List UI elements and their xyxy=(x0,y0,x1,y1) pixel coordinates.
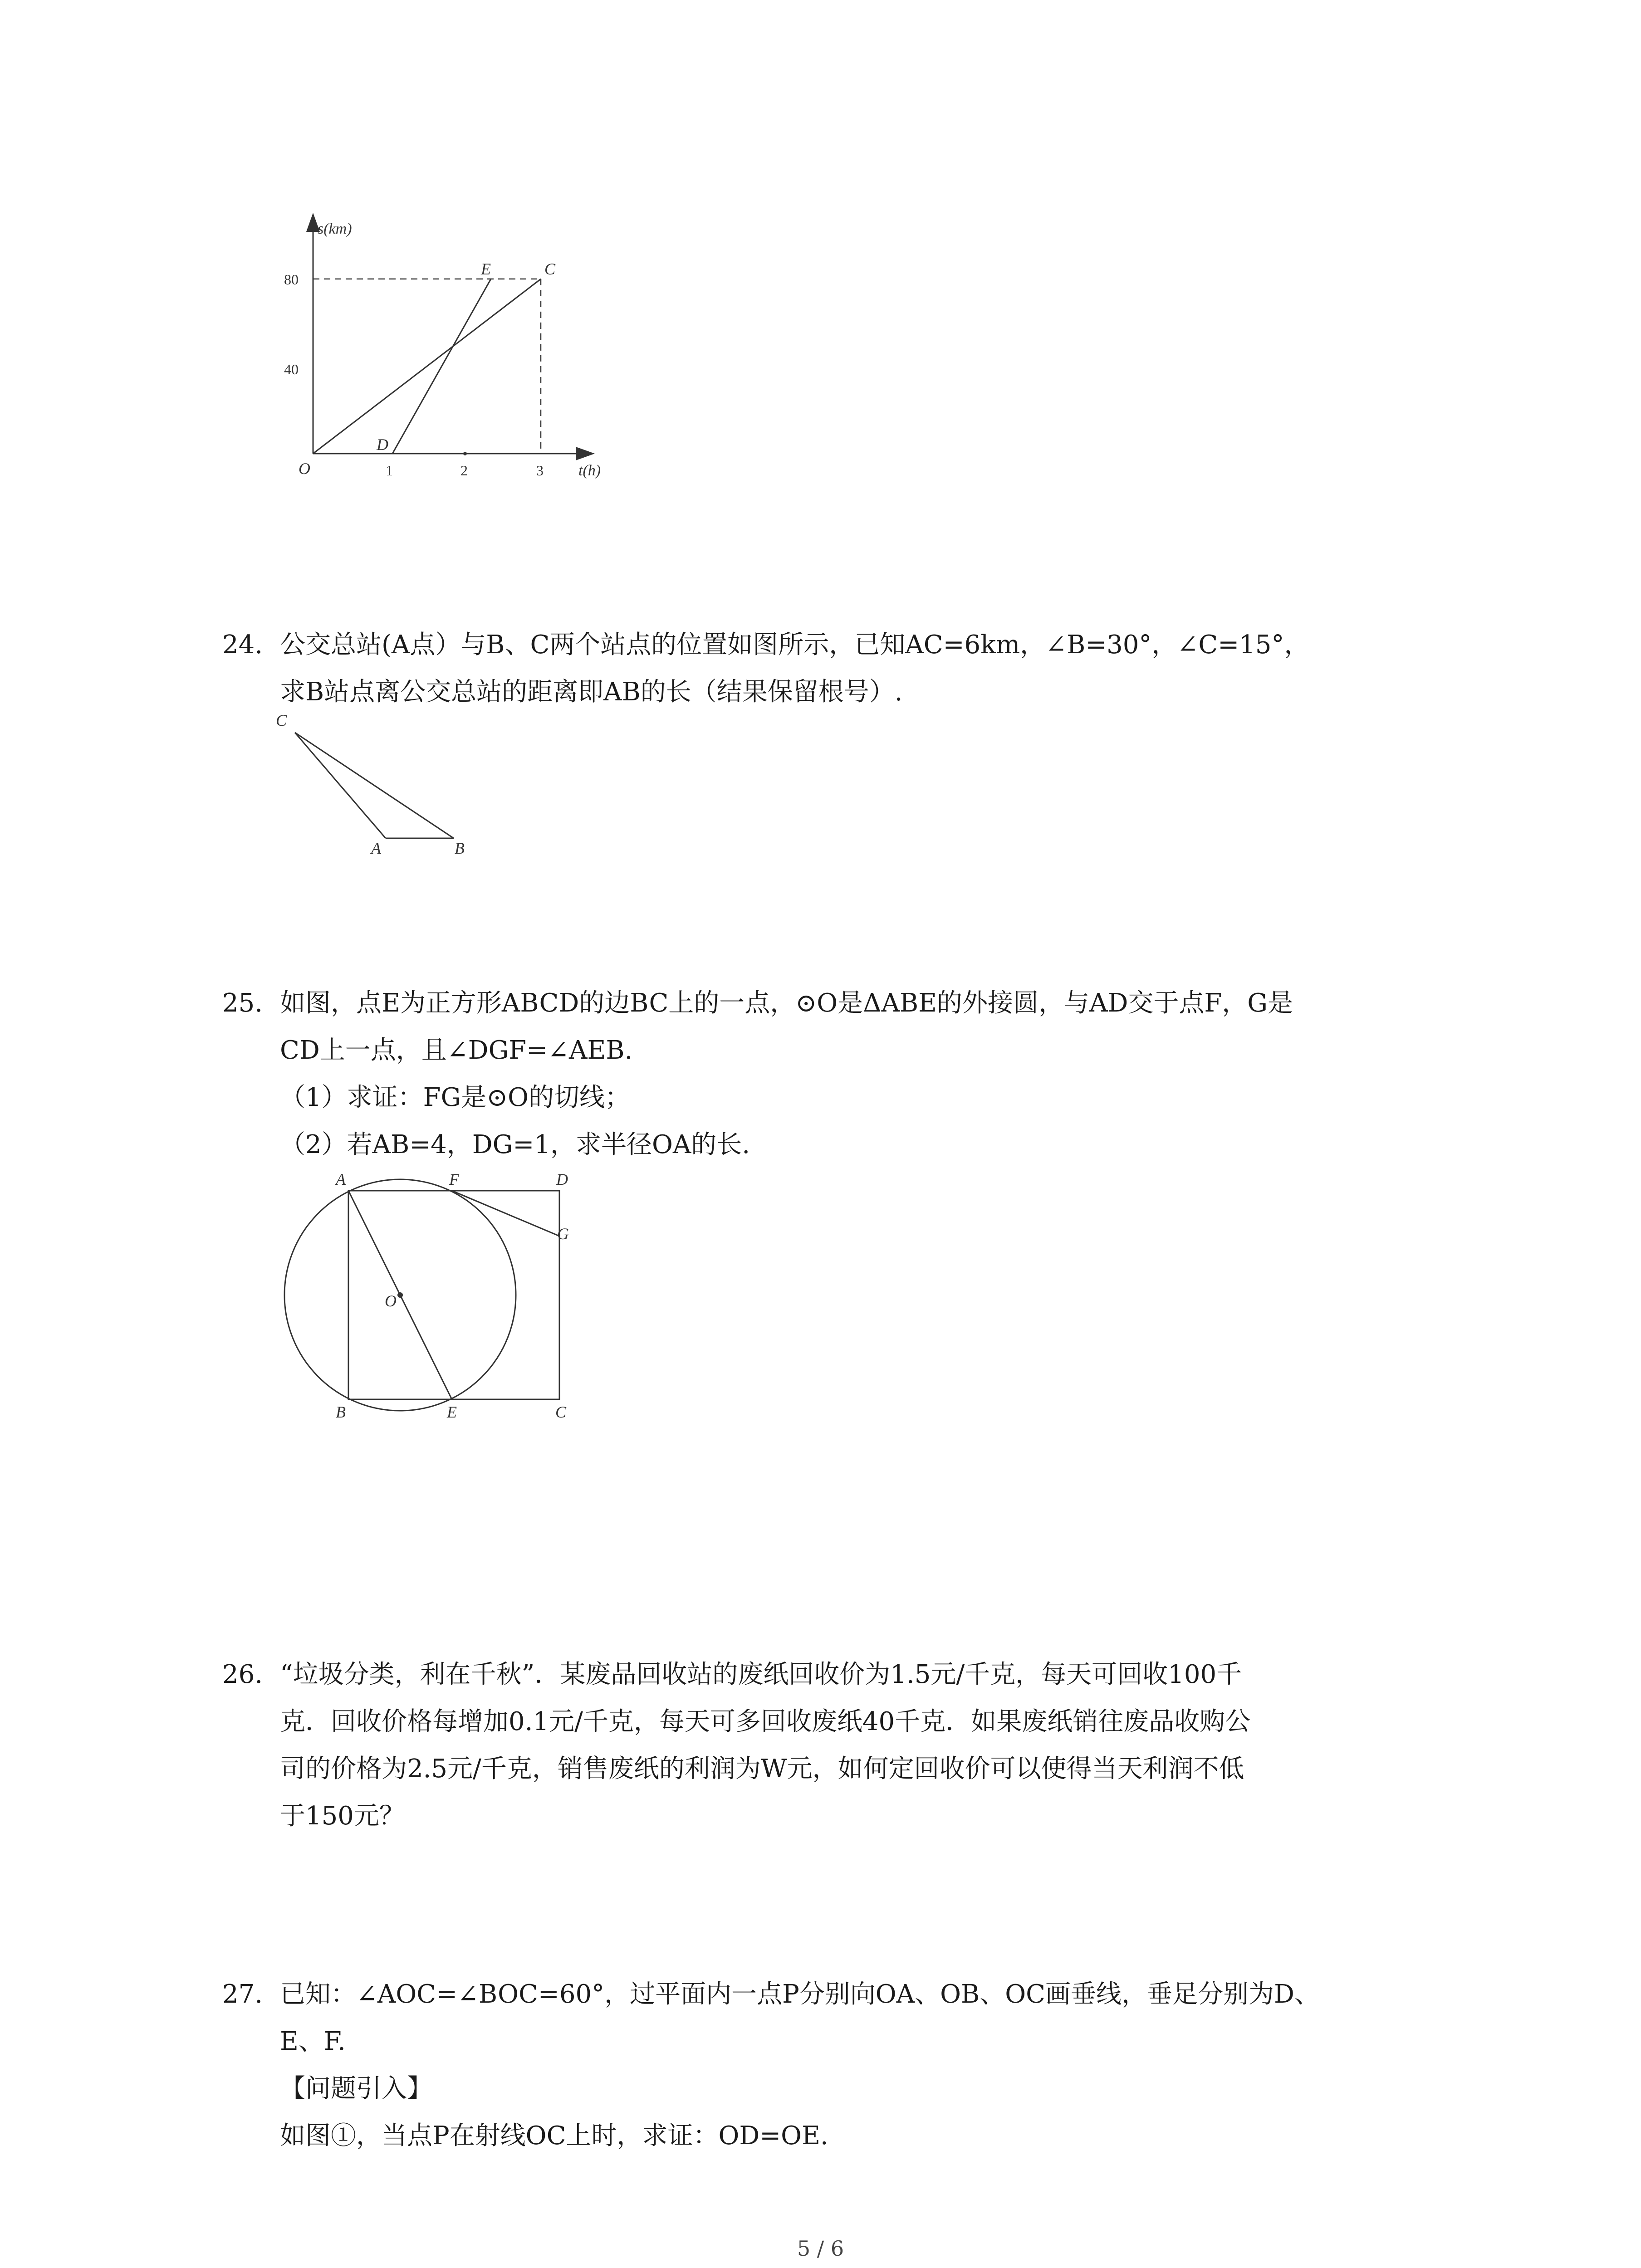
triangle-figure xyxy=(272,708,490,862)
line-oc xyxy=(313,279,541,454)
question-24 xyxy=(222,621,1461,716)
point-label-f: F xyxy=(449,1170,459,1188)
point-label-b: B xyxy=(336,1403,346,1421)
point-label-g: G xyxy=(557,1225,569,1243)
question-25 xyxy=(222,980,1461,1168)
question-part-1: （1）求证：FG是⊙O的切线； xyxy=(280,1083,631,1112)
line-de xyxy=(392,279,491,454)
side-ca xyxy=(295,733,386,838)
question-text: 克．回收价格每增加0.1元/千克，每天可多回收废纸40千克．如果废纸销往废品收购公 xyxy=(280,1707,1251,1736)
segment-fg xyxy=(452,1191,559,1236)
question-text: E、F. xyxy=(280,2027,346,2056)
point-label-c: C xyxy=(555,1403,567,1421)
y-tick-40: 40 xyxy=(284,361,299,377)
question-number: 25. xyxy=(222,988,263,1018)
point-label-c: C xyxy=(544,260,556,278)
question-text: 如图①，当点P在射线OC上时，求证：OD=OE. xyxy=(280,2121,828,2151)
question-text: “垃圾分类，利在千秋”．某废品回收站的废纸回收价为1.5元/千克，每天可回收100千 xyxy=(280,1660,1242,1689)
x-tick-1: 1 xyxy=(386,462,393,479)
question-part-2: （2）若AB=4，DG=1，求半径OA的长. xyxy=(280,1130,750,1159)
point-label-e: E xyxy=(481,260,491,278)
question-text: 于150元？ xyxy=(280,1801,405,1831)
question-text: 求B站点离公交总站的距离即AB的长（结果保留根号）. xyxy=(280,677,903,707)
question-number: 26. xyxy=(222,1660,263,1689)
side-cb xyxy=(295,733,454,838)
point-label-a: A xyxy=(336,1170,346,1188)
question-text: 如图，点E为正方形ABCD的边BC上的一点，⊙O是ΔABE的外接圆，与AD交于点F，G是 xyxy=(280,988,1293,1018)
question-number: 24. xyxy=(222,630,263,660)
y-tick-80: 80 xyxy=(284,271,299,288)
center-point-o xyxy=(397,1292,403,1298)
y-axis-label: s(km) xyxy=(318,220,352,237)
question-text: 司的价格为2.5元/千克，销售废纸的利润为W元，如何定回收价可以使得当天利润不低 xyxy=(280,1754,1244,1784)
vertex-label-c: C xyxy=(276,711,287,729)
question-text: 已知：∠AOC=∠BOC=60°，过平面内一点P分别向OA、OB、OC画垂线，垂足分别为D、 xyxy=(280,1980,1320,2009)
vertex-label-b: B xyxy=(455,839,465,857)
x-tick-2: 2 xyxy=(460,462,468,479)
point-label-e: E xyxy=(447,1403,457,1421)
question-27 xyxy=(222,1971,1461,2160)
tick-dot-2 xyxy=(463,452,467,455)
x-tick-3: 3 xyxy=(536,462,544,479)
question-26 xyxy=(222,1651,1461,1840)
point-label-d: D xyxy=(377,435,388,454)
distance-time-graph xyxy=(254,213,626,494)
question-number: 27. xyxy=(222,1980,263,2009)
section-heading: 【问题引入】 xyxy=(280,2074,432,2103)
question-text: 公交总站(A点）与B、C两个站点的位置如图所示，已知AC=6km，∠B=30°，∠C=15°， xyxy=(280,630,1310,660)
point-label-d: D xyxy=(556,1170,568,1188)
vertex-label-a: A xyxy=(371,839,381,857)
page-number: 5 / 6 xyxy=(797,2236,844,2261)
origin-label: O xyxy=(299,459,310,478)
x-axis-label: t(h) xyxy=(578,462,601,479)
circle-square-figure xyxy=(272,1166,599,1429)
question-text: CD上一点，且∠DGF=∠AEB. xyxy=(280,1036,633,1065)
point-label-o: O xyxy=(385,1292,397,1310)
